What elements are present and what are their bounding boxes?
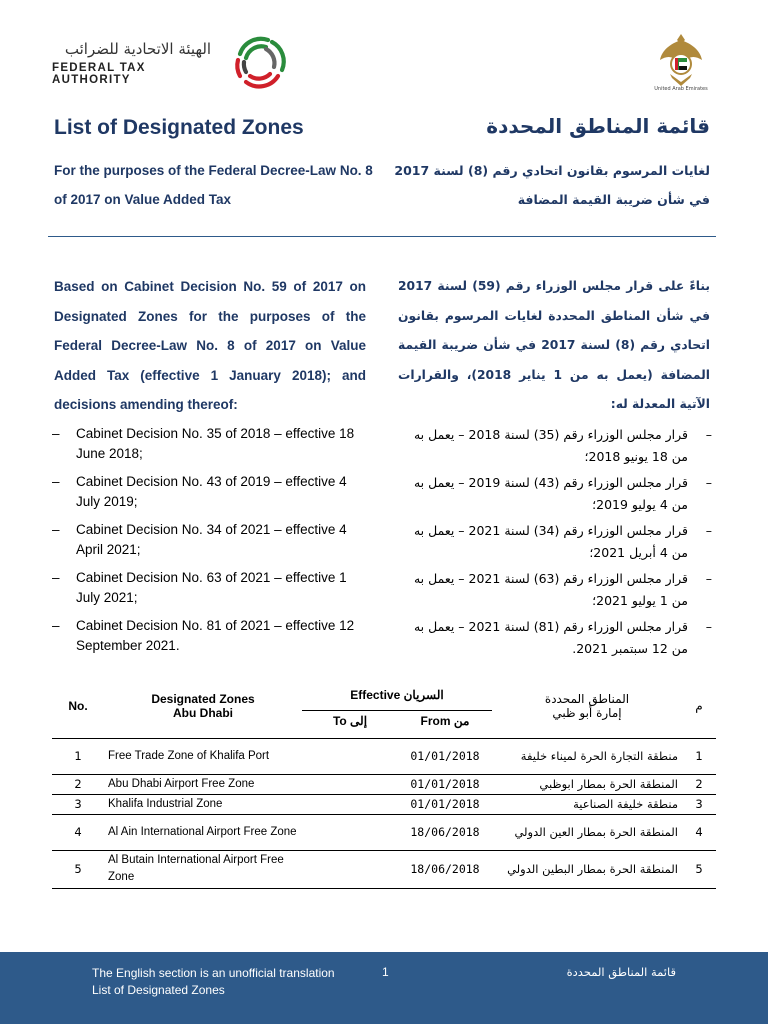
row-number-arabic: 1 [682, 738, 716, 774]
dash-bullet: – [705, 619, 712, 634]
row-number: 3 [52, 794, 104, 814]
row-number: 1 [52, 738, 104, 774]
decision-text: Cabinet Decision No. 34 of 2021 – effective 4 April 2021; [76, 522, 347, 557]
dash-bullet: – [52, 570, 60, 585]
list-item [52, 472, 368, 520]
decision-text: Cabinet Decision No. 35 of 2018 – effective 18 June 2018; [76, 426, 355, 461]
effective-to [302, 738, 398, 774]
zone-name-arabic: المنطقة الحرة بمطار البطين الدولي [492, 850, 682, 888]
list-item [394, 616, 712, 664]
intro-english: Based on Cabinet Decision No. 59 of 2017 on Designated Zones for the purposes of the Federal Decree-Law No. 8 of 2017 on Value Added Tax (effective 1 January 2018); and decisions amending thereof: [54, 279, 366, 412]
decision-text: Cabinet Decision No. 63 of 2021 – effective 1 July 2021; [76, 570, 347, 605]
uae-emblem-icon [656, 30, 706, 88]
effective-to [302, 794, 398, 814]
uae-emblem-caption: United Arab Emirates [654, 86, 708, 92]
intro-arabic: بناءً على قرار مجلس الوزراء رقم (59) لسنة 2017 في شأن المناطق المحددة لغايات المرسوم بقانون اتحادي رقم (8) لسنة 2017 في شأن ضريبة القيمة المضافة (يعمل به من 1 يناير 2018)، والقرارات الآتية المعدلة له: [398, 279, 711, 411]
table-row [52, 850, 716, 888]
effective-from: 18/06/2018 [398, 850, 492, 888]
header-emirate-label-ar: إمارة أبو ظبي [552, 706, 622, 720]
row-number-arabic: 5 [682, 850, 716, 888]
effective-from: 01/01/2018 [398, 794, 492, 814]
header-no: No. [68, 699, 88, 713]
effective-from: 18/06/2018 [398, 814, 492, 850]
dash-bullet: – [52, 618, 60, 633]
zone-name-arabic: منطقة خليفة الصناعية [492, 794, 682, 814]
row-number: 2 [52, 774, 104, 794]
list-item [394, 520, 712, 568]
header-zones-label: Designated Zones [151, 692, 255, 706]
header-to: To إلى [332, 714, 368, 729]
decision-text: Cabinet Decision No. 43 of 2019 – effective 4 July 2019; [76, 474, 347, 509]
dash-bullet: – [705, 427, 712, 442]
effective-from: 01/01/2018 [398, 738, 492, 774]
row-number: 4 [52, 814, 104, 850]
row-number: 5 [52, 850, 104, 888]
dash-bullet: – [705, 475, 712, 490]
decision-text: Cabinet Decision No. 81 of 2021 – effective 12 September 2021. [76, 618, 355, 653]
effective-to [302, 814, 398, 850]
effective-to [302, 774, 398, 794]
effective-to [302, 850, 398, 888]
list-item [394, 472, 712, 520]
page-number: 1 [382, 965, 389, 979]
decision-text: قرار مجلس الوزراء رقم (81) لسنة 2021 – يعمل به من 12 سبتمبر 2021. [413, 619, 688, 656]
list-item [52, 616, 368, 664]
dash-bullet: – [52, 426, 60, 441]
dash-bullet: – [52, 474, 60, 489]
decision-text: قرار مجلس الوزراء رقم (35) لسنة 2018 – يعمل به من 18 يونيو 2018؛ [413, 427, 688, 464]
footer-doc-name: List of Designated Zones [92, 983, 225, 997]
list-item [52, 520, 368, 568]
zone-name-english: Free Trade Zone of Khalifa Port [104, 738, 302, 774]
table-row [52, 774, 716, 794]
header-divider [48, 236, 716, 237]
row-number-arabic: 2 [682, 774, 716, 794]
translation-note: The English section is an unofficial translation [92, 966, 335, 980]
subtitle-arabic: لغايات المرسوم بقانون اتحادي رقم (8) لسنة 2017 في شأن ضريبة القيمة المضافة [394, 163, 710, 207]
fta-name-english: FEDERAL TAX AUTHORITY [52, 62, 146, 86]
zone-name-english: Abu Dhabi Airport Free Zone [104, 774, 302, 794]
fta-logo-icon [232, 34, 288, 90]
decision-text: قرار مجلس الوزراء رقم (43) لسنة 2019 – يعمل به من 4 يوليو 2019؛ [413, 475, 688, 512]
zone-name-english: Al Butain International Airport Free Zone [104, 850, 302, 888]
zone-name-arabic: المنطقة الحرة بمطار ابوظبي [492, 774, 682, 794]
decision-text: قرار مجلس الوزراء رقم (63) لسنة 2021 – يعمل به من 1 يوليو 2021؛ [413, 571, 688, 608]
decision-text: قرار مجلس الوزراء رقم (34) لسنة 2021 – يعمل به من 4 أبريل 2021؛ [413, 523, 688, 560]
header-from: From من [420, 714, 470, 729]
decision-list-english [52, 424, 368, 664]
table-row [52, 738, 716, 774]
list-item [52, 424, 368, 472]
footer-english [92, 965, 335, 999]
zone-name-english: Al Ain International Airport Free Zone [104, 814, 302, 850]
zone-name-arabic: المنطقة الحرة بمطار العين الدولي [492, 814, 682, 850]
effective-from: 01/01/2018 [398, 774, 492, 794]
table-row [52, 814, 716, 850]
footer-doc-name-arabic: قائمة المناطق المحددة [566, 965, 676, 979]
list-item [394, 568, 712, 616]
header-effective: Effective السريان [302, 680, 492, 710]
fta-name-arabic: الهيئة الاتحادية للضرائب [64, 40, 212, 58]
header-emirate-label: Abu Dhabi [173, 706, 233, 720]
header-zones-english [104, 680, 302, 732]
zone-name-english: Khalifa Industrial Zone [104, 794, 302, 814]
dash-bullet: – [705, 523, 712, 538]
header-m: م [695, 699, 703, 713]
zone-name-arabic: منطقة التجارة الحرة لميناء خليفة [492, 738, 682, 774]
subtitle-english: For the purposes of the Federal Decree-Law No. 8 of 2017 on Value Added Tax [54, 163, 373, 207]
list-item [394, 424, 712, 472]
list-item [52, 568, 368, 616]
page-title-arabic: قائمة المناطق المحددة [486, 114, 710, 138]
table-row [52, 794, 716, 814]
dash-bullet: – [705, 571, 712, 586]
page-footer [0, 952, 768, 1024]
header-zones-arabic [492, 680, 682, 732]
dash-bullet: – [52, 522, 60, 537]
page-title-english: List of Designated Zones [54, 116, 304, 139]
decision-list-arabic [394, 424, 712, 664]
row-number-arabic: 4 [682, 814, 716, 850]
row-number-arabic: 3 [682, 794, 716, 814]
designated-zones-table [52, 680, 716, 889]
header-zones-label-ar: المناطق المحددة [544, 692, 630, 706]
